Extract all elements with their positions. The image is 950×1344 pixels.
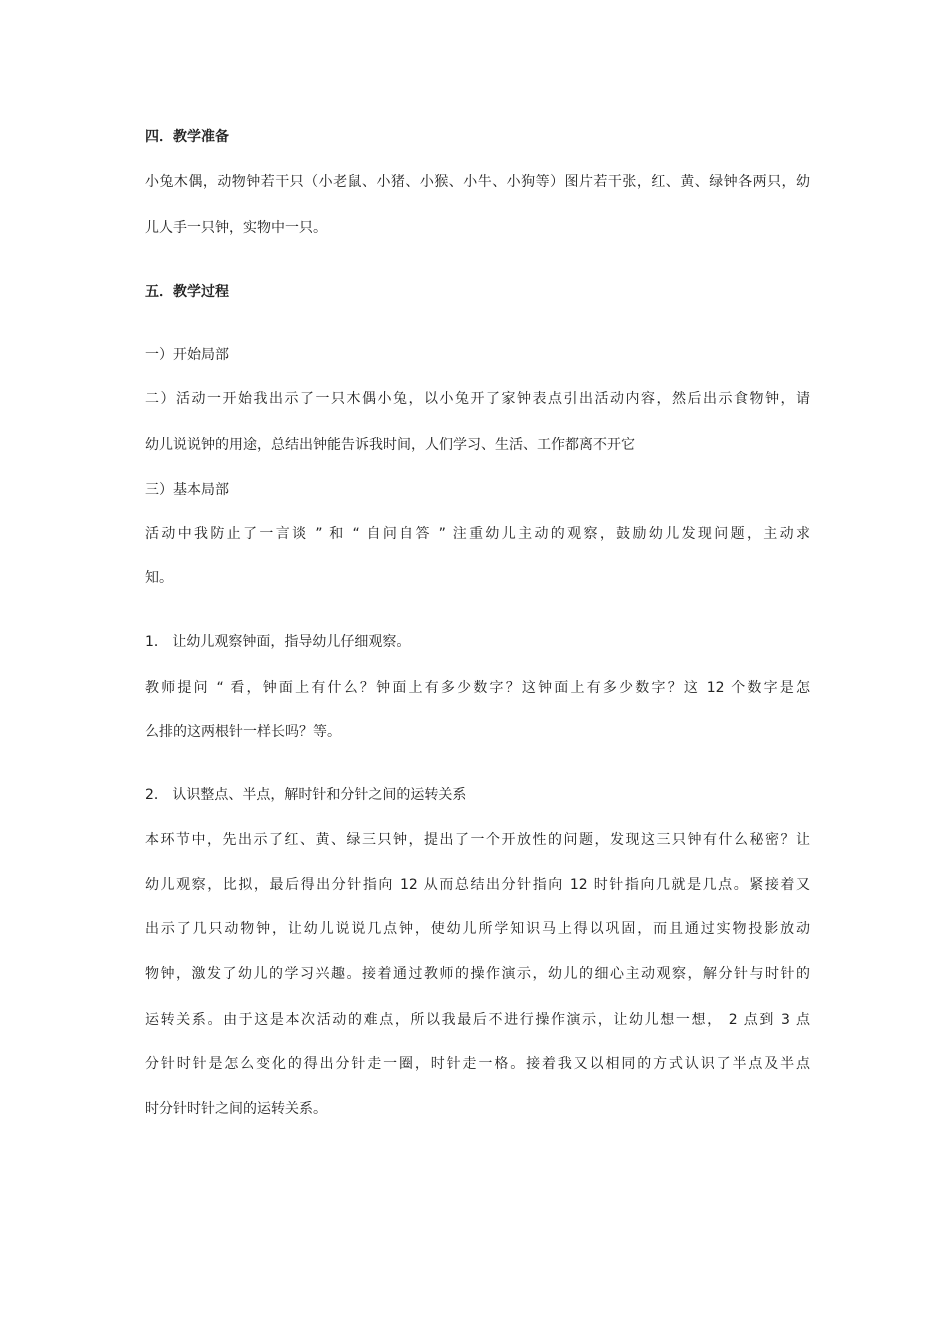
item-2-line-7: 时分针时针之间的运转关系。 [145,1101,327,1117]
item-2-line-3: 出示了几只动物钟，让幼儿说说几点钟，使幼儿所学知识马上得以巩固，而且通过实物投影放动 [145,921,810,937]
item-2-line-4: 物钟，激发了幼儿的学习兴趣。接着通过教师的操作演示，幼儿的细心主动观察，解分针与时针的 [145,966,810,982]
item-2-line-5: 运转关系。由于这是本次活动的难点，所以我最后不进行操作演示，让幼儿想一想， 2 点到 3 点 [145,1012,810,1028]
section-4-heading: 四．教学准备 [145,129,229,145]
item-2-line-6: 分针时针是怎么变化的得出分针走一圈，时针走一格。接着我又以相同的方式认识了半点及半点 [145,1056,810,1072]
item-2-line-2: 幼儿观察，比拟，最后得出分针指向 12 从而总结出分针指向 12 时针指向几就是几点。紧接着又 [145,877,810,893]
subsection-2-line-1: 二）活动一开始我出示了一只木偶小兔，以小兔开了家钟表点引出活动内容，然后出示食物钟，请 [145,391,810,407]
section-4-paragraph-line-1: 小兔木偶，动物钟若干只（小老鼠、小猪、小猴、小牛、小狗等）图片若干张，红、黄、绿钟各两只，幼 [145,174,810,190]
item-1-title: 1． 让幼儿观察钟面，指导幼儿仔细观察。 [145,634,411,650]
section-4-paragraph-line-2: 儿人手一只钟，实物中一只。 [145,220,327,236]
section-5-heading: 五．教学过程 [145,284,229,300]
subsection-2-line-2: 幼儿说说钟的用途，总结出钟能告诉我时间，人们学习、生活、工作都离不开它 [145,437,635,453]
item-2-line-1: 本环节中，先出示了红、黄、绿三只钟，提出了一个开放性的问题，发现这三只钟有什么秘密？让 [145,832,810,848]
item-1-line-2: 么排的这两根针一样长吗？等。 [145,724,341,740]
subsection-3-line-2: 知。 [145,570,173,586]
subsection-3-line-1: 活动中我防止了一言谈 ” 和 “ 自问自答 ” 注重幼儿主动的观察，鼓励幼儿发现问题，主动求 [145,526,810,542]
item-2-title: 2． 认识整点、半点，解时针和分针之间的运转关系 [145,787,467,803]
subsection-1-title: 一）开始局部 [145,347,229,363]
item-1-line-1: 教师提问 “ 看，钟面上有什么？钟面上有多少数字？这钟面上有多少数字？这 12 个数字是怎 [145,680,810,696]
subsection-3-title: 三）基本局部 [145,482,229,498]
